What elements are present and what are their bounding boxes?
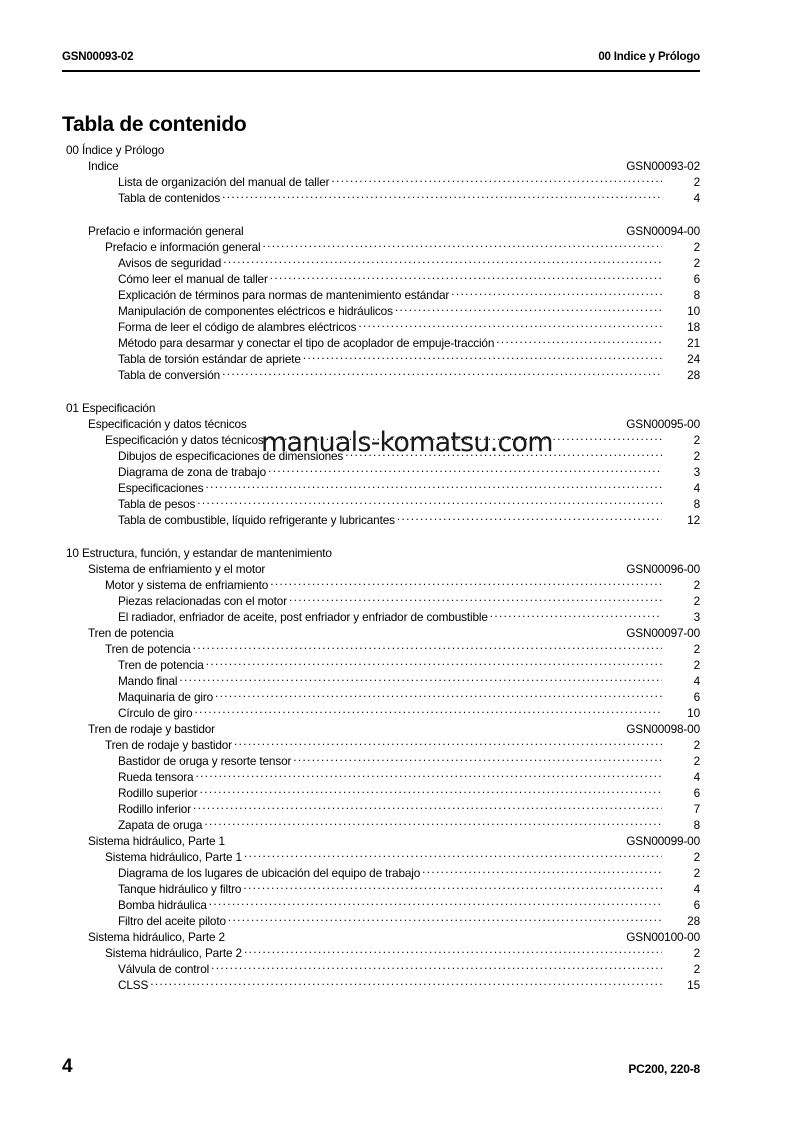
toc-dot-leader: [234, 733, 662, 749]
toc-entry-label: Especificaciones: [118, 481, 204, 495]
toc-entry[interactable]: [62, 701, 700, 720]
toc-page-number: 4: [693, 770, 700, 784]
toc-page-number: 2: [693, 578, 700, 592]
toc-dot-leader: [195, 765, 662, 781]
toc-dot-leader: [293, 749, 662, 765]
toc-page-number: 12: [687, 513, 700, 527]
toc-dot-leader: [193, 797, 662, 813]
toc-entry-label: 00 Índice y Prólogo: [66, 143, 165, 157]
toc-page-number: 10: [687, 304, 700, 318]
toc-entry[interactable]: [62, 299, 700, 318]
toc-dot-leader: [270, 267, 662, 283]
toc-entry[interactable]: [62, 267, 700, 286]
toc-entry[interactable]: [62, 653, 700, 672]
toc-section-code: GSN00099-00: [626, 834, 700, 848]
toc-group: [62, 219, 700, 382]
toc-dot-leader: [200, 781, 662, 797]
toc-group: [62, 396, 700, 527]
toc-entry-label: Diagrama de los lugares de ubicación del equipo de trabajo: [118, 866, 421, 880]
toc-dot-leader: [244, 941, 662, 957]
toc-entry-label: Forma de leer el código de alambres eléctricos: [118, 320, 357, 334]
toc-page-number: 2: [693, 240, 700, 254]
toc-section-code: GSN00097-00: [626, 626, 700, 640]
toc-page-number: 21: [687, 336, 700, 350]
toc-entry-label: Válvula de control: [118, 962, 210, 976]
toc-page-number: 2: [693, 962, 700, 976]
toc-entry[interactable]: [62, 957, 700, 976]
toc-dot-leader: [268, 460, 662, 476]
footer-page-number: 4: [62, 1056, 73, 1077]
toc-entry-label: Tanque hidráulico y filtro: [118, 882, 242, 896]
toc-dot-leader: [451, 283, 662, 299]
toc-entry-label: Tren de rodaje y bastidor: [105, 738, 232, 752]
toc-entry-label: Sistema hidráulico, Parte 2: [88, 930, 225, 944]
toc-entry-label: Tabla de combustible, líquido refrigerante y lubricantes: [118, 513, 395, 527]
toc-entry[interactable]: [62, 492, 700, 511]
toc-entry-label: Tren de potencia: [105, 642, 191, 656]
toc-dot-leader: [422, 861, 662, 877]
toc-entry-label: Tabla de contenidos: [118, 191, 221, 205]
toc-entry[interactable]: [62, 363, 700, 382]
toc-entry-label: Explicación de términos para normas de mantenimiento estándar: [118, 288, 450, 302]
toc-entry-label: Tren de rodaje y bastidor: [88, 722, 215, 736]
toc-entry[interactable]: [62, 781, 700, 800]
toc-section-heading: [62, 829, 700, 848]
toc-entry-label: Prefacio e información general: [105, 240, 261, 254]
toc-dot-leader: [222, 363, 662, 379]
toc-dot-leader: [249, 412, 627, 428]
toc-page-number: 6: [693, 786, 700, 800]
toc-page-number: 7: [693, 802, 700, 816]
toc-entry[interactable]: [62, 605, 700, 624]
toc-section-code: GSN00096-00: [626, 562, 700, 576]
toc-dot-leader: [490, 605, 662, 621]
page-title: Tabla de contenido: [62, 113, 247, 137]
toc-page-number: 28: [687, 914, 700, 928]
toc-entry-label: Rodillo superior: [118, 786, 198, 800]
toc-entry[interactable]: [62, 637, 700, 656]
toc-dot-leader: [267, 557, 626, 573]
toc-dot-leader: [345, 444, 662, 460]
toc-entry-label: CLSS: [118, 978, 149, 992]
toc-group-heading: [62, 541, 700, 560]
toc-group: [62, 138, 700, 205]
toc-entry[interactable]: [62, 893, 700, 912]
toc-dot-leader: [121, 154, 627, 170]
toc-dot-leader: [205, 476, 662, 492]
toc-page-number: 8: [693, 818, 700, 832]
toc-entry-label: Dibujos de especificaciones de dimensiones: [118, 449, 344, 463]
toc-dot-leader: [243, 877, 662, 893]
toc-dot-leader: [176, 621, 627, 637]
toc-group: [62, 541, 700, 992]
toc-entry-label: Bomba hidráulica: [118, 898, 207, 912]
toc-section-code: GSN00100-00: [626, 930, 700, 944]
toc-entry-label: Rueda tensora: [118, 770, 194, 784]
toc-dot-leader: [193, 637, 662, 653]
toc-dot-leader: [211, 957, 662, 973]
toc-dot-leader: [197, 492, 662, 508]
toc-entry[interactable]: [62, 765, 700, 784]
toc-page-number: 4: [693, 674, 700, 688]
toc-entry[interactable]: [62, 861, 700, 880]
toc-page-number: 8: [693, 288, 700, 302]
footer-model: PC200, 220-8: [628, 1062, 700, 1076]
toc-page-number: 4: [693, 882, 700, 896]
toc-entry-label: Tabla de pesos: [118, 497, 196, 511]
toc-entry-label: Motor y sistema de enfriamiento: [105, 578, 269, 592]
page-header: [62, 50, 700, 64]
toc-entry-label: Diagrama de zona de trabajo: [118, 465, 267, 479]
toc-entry[interactable]: [62, 508, 700, 527]
toc-entry[interactable]: [62, 685, 700, 704]
toc-page-number: 2: [693, 449, 700, 463]
toc-entry-label: Bastidor de oruga y resorte tensor: [118, 754, 292, 768]
toc-entry-label: Piezas relacionadas con el motor: [118, 594, 287, 608]
toc-section-code: GSN00093-02: [626, 159, 700, 173]
toc-section-heading: [62, 412, 700, 431]
toc-dot-leader: [270, 573, 662, 589]
toc-entry-label: Tren de potencia: [118, 658, 204, 672]
toc-dot-leader: [227, 829, 626, 845]
toc-entry[interactable]: [62, 909, 700, 928]
toc-dot-leader: [222, 186, 662, 202]
toc-dot-leader: [204, 813, 662, 829]
toc-page-number: 2: [693, 594, 700, 608]
toc-page-number: 3: [693, 610, 700, 624]
toc-dot-leader: [166, 138, 700, 154]
toc-entry-label: 10 Estructura, función, y estandar de mantenimiento: [66, 546, 332, 560]
toc-section-code: GSN00094-00: [626, 224, 700, 238]
toc-page-number: 2: [693, 433, 700, 447]
toc-section-heading: [62, 219, 700, 238]
toc-entry-label: Sistema hidráulico, Parte 2: [105, 946, 242, 960]
toc-page-number: 2: [693, 946, 700, 960]
toc-entry-label: Sistema de enfriamiento y el motor: [88, 562, 266, 576]
toc-page-number: 6: [693, 272, 700, 286]
toc-entry-label: Cómo leer el manual de taller: [118, 272, 268, 286]
toc-entry-label: Tren de potencia: [88, 626, 174, 640]
toc-dot-leader: [215, 685, 662, 701]
toc-dot-leader: [150, 973, 662, 989]
table-of-contents: [62, 138, 700, 992]
toc-entry-label: Sistema hidráulico, Parte 1: [88, 834, 225, 848]
header-document-code: GSN00093-02: [62, 51, 134, 63]
toc-page-number: 8: [693, 497, 700, 511]
toc-entry[interactable]: [62, 444, 700, 463]
toc-dot-leader: [289, 589, 662, 605]
toc-entry[interactable]: [62, 797, 700, 816]
toc-section-code: GSN00095-00: [626, 417, 700, 431]
toc-group-heading: [62, 396, 700, 415]
toc-entry[interactable]: [62, 973, 700, 992]
toc-dot-leader: [228, 909, 662, 925]
toc-entry[interactable]: [62, 460, 700, 479]
toc-entry-label: Zapata de oruga: [118, 818, 203, 832]
toc-page-number: 6: [693, 690, 700, 704]
toc-entry-label: Método para desarmar y conectar el tipo de acoplador de empuje-tracción: [118, 336, 495, 350]
toc-page-number: 18: [687, 320, 700, 334]
toc-dot-leader: [194, 701, 662, 717]
toc-page-number: 4: [693, 481, 700, 495]
toc-section-heading: [62, 154, 700, 173]
toc-entry[interactable]: [62, 186, 700, 205]
toc-section-code: GSN00098-00: [626, 722, 700, 736]
toc-dot-leader: [303, 347, 662, 363]
toc-entry[interactable]: [62, 813, 700, 832]
toc-section-heading: [62, 925, 700, 944]
toc-entry-label: Especificación y datos técnicos: [105, 433, 264, 447]
toc-entry[interactable]: [62, 428, 700, 447]
toc-dot-leader: [246, 219, 627, 235]
header-divider: [62, 70, 700, 72]
toc-entry[interactable]: [62, 476, 700, 495]
toc-dot-leader: [358, 315, 662, 331]
toc-section-heading: [62, 621, 700, 640]
toc-page-number: 3: [693, 465, 700, 479]
toc-entry-label: Prefacio e información general: [88, 224, 244, 238]
toc-entry[interactable]: [62, 941, 700, 960]
toc-entry[interactable]: [62, 251, 700, 270]
toc-dot-leader: [157, 396, 700, 412]
toc-page-number: 15: [687, 978, 700, 992]
toc-entry-label: Maquinaria de giro: [118, 690, 214, 704]
toc-entry[interactable]: [62, 235, 700, 254]
toc-page-number: 10: [687, 706, 700, 720]
toc-entry[interactable]: [62, 845, 700, 864]
toc-dot-leader: [206, 653, 662, 669]
toc-entry-label: Especificación y datos técnicos: [88, 417, 247, 431]
toc-dot-leader: [217, 717, 626, 733]
toc-entry[interactable]: [62, 573, 700, 592]
toc-entry-label: Mando final: [118, 674, 178, 688]
toc-entry[interactable]: [62, 347, 700, 366]
toc-page-number: 4: [693, 191, 700, 205]
toc-entry-label: El radiador, enfriador de aceite, post enfriador y enfriador de combustible: [118, 610, 488, 624]
toc-dot-leader: [334, 541, 700, 557]
toc-dot-leader: [209, 893, 662, 909]
toc-page-number: 2: [693, 866, 700, 880]
toc-entry[interactable]: [62, 589, 700, 608]
toc-section-heading: [62, 557, 700, 576]
toc-entry[interactable]: [62, 669, 700, 688]
toc-entry[interactable]: [62, 331, 700, 350]
toc-entry-label: Filtro del aceite piloto: [118, 914, 226, 928]
toc-entry-label: Indice: [88, 159, 119, 173]
toc-dot-leader: [244, 845, 662, 861]
toc-dot-leader: [395, 299, 662, 315]
toc-entry-label: 01 Especificación: [66, 401, 156, 415]
toc-entry-label: Manipulación de componentes eléctricos e hidráulicos: [118, 304, 393, 318]
toc-page-number: 2: [693, 642, 700, 656]
toc-page-number: 2: [693, 658, 700, 672]
toc-page-number: 2: [693, 256, 700, 270]
toc-page-number: 2: [693, 738, 700, 752]
toc-page-number: 2: [693, 175, 700, 189]
toc-entry-label: Tabla de torsión estándar de apriete: [118, 352, 301, 366]
toc-dot-leader: [331, 170, 662, 186]
toc-entry[interactable]: [62, 749, 700, 768]
toc-dot-leader: [223, 251, 662, 267]
watermark: manuals-komatsu.com: [261, 427, 553, 458]
toc-entry-label: Rodillo inferior: [118, 802, 192, 816]
toc-group-heading: [62, 138, 700, 157]
toc-entry-label: Sistema hidráulico, Parte 1: [105, 850, 242, 864]
toc-dot-leader: [263, 235, 662, 251]
toc-entry[interactable]: [62, 315, 700, 334]
toc-dot-leader: [179, 669, 662, 685]
toc-page-number: 24: [687, 352, 700, 366]
toc-dot-leader: [397, 508, 662, 524]
toc-page-number: 2: [693, 850, 700, 864]
toc-entry-label: Círculo de giro: [118, 706, 193, 720]
toc-entry[interactable]: [62, 877, 700, 896]
toc-dot-leader: [496, 331, 662, 347]
toc-page-number: 6: [693, 898, 700, 912]
toc-page-number: 28: [687, 368, 700, 382]
toc-page-number: 2: [693, 754, 700, 768]
toc-entry-label: Avisos de seguridad: [118, 256, 222, 270]
toc-entry-label: Tabla de conversión: [118, 368, 221, 382]
header-section-title: 00 Indice y Prólogo: [598, 51, 700, 63]
toc-entry[interactable]: [62, 170, 700, 189]
toc-dot-leader: [266, 428, 662, 444]
toc-section-heading: [62, 717, 700, 736]
toc-dot-leader: [227, 925, 626, 941]
toc-entry[interactable]: [62, 733, 700, 752]
toc-entry-label: Lista de organización del manual de taller: [118, 175, 330, 189]
toc-entry[interactable]: [62, 283, 700, 302]
